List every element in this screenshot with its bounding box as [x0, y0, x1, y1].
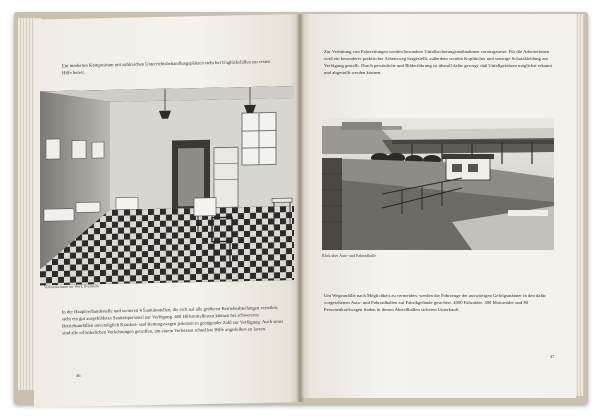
right-intro-text: Zur Verhütung von Fahrzeitungen werden besondere Unfallsicherungsmaßnahmen vorausgesetzt. Für die Arbeiterinnen wird ein besonderer praktischer Arbeitsweg hergestellt, außerdem werden Kopftücher und sonstige Schutzkleidung zur Verfügung gestellt. Durch persönliche und Bilderführung ist überall dafür gesorgt, daß Unfallgefahren möglichst erkannt und abgestellt werden können. [324, 49, 552, 75]
parking-hall-photo [322, 118, 554, 250]
left-page-number: 46 [76, 373, 81, 378]
left-body-text: In der Hauptverbandsstelle und weiteren 4 Sanitätsstellen, die sich auf alle größeren Betriebsabteilungen verteilen, steht ein gut ausgebildetes Sanitätspersonal zur Verfügung. 400 Hilfsmittelkisten können bei schwereren Betriebsunfällen unverzüglich Kranken- und Rettungswagen jederzeit in genügender Zahl zur Verfügung. Auch sonst sind alle erforderlichen Vorkehrungen getroffen, um einem Verletzten schnellste Hilfe angedeihen zu lassen. [61, 304, 284, 336]
book-gutter [296, 14, 304, 402]
infirmary-photo [40, 86, 294, 285]
right-body-text: Um Wegeunfälle nach Möglichkeit zu vermeiden, werden die Fahrzeuge der auswärtigen Gefolgsmänner in den dafür vorgesehenen Auto- und Fahrradhallen auf Fabrikgelände gesichert. 4000 Fahrräder, 300 Motorräder und 80 Personenkraftwagen finden in diesen Abstellhallen sicheren Unterkunft. [324, 293, 546, 312]
right-photo-caption: Blick über Auto- und Fahrradhalle [322, 254, 376, 258]
right-page-number: 47 [550, 354, 555, 359]
left-photo-caption: Verbandsräume im Werk Ilvesheim [43, 284, 100, 290]
left-intro-text: Ein modernes Kompositum mit zahlreichen Unterrichtsbehandlungsplätzen steht bei Unglücksfällen zur ersten Hilfe bereit. [61, 58, 271, 76]
